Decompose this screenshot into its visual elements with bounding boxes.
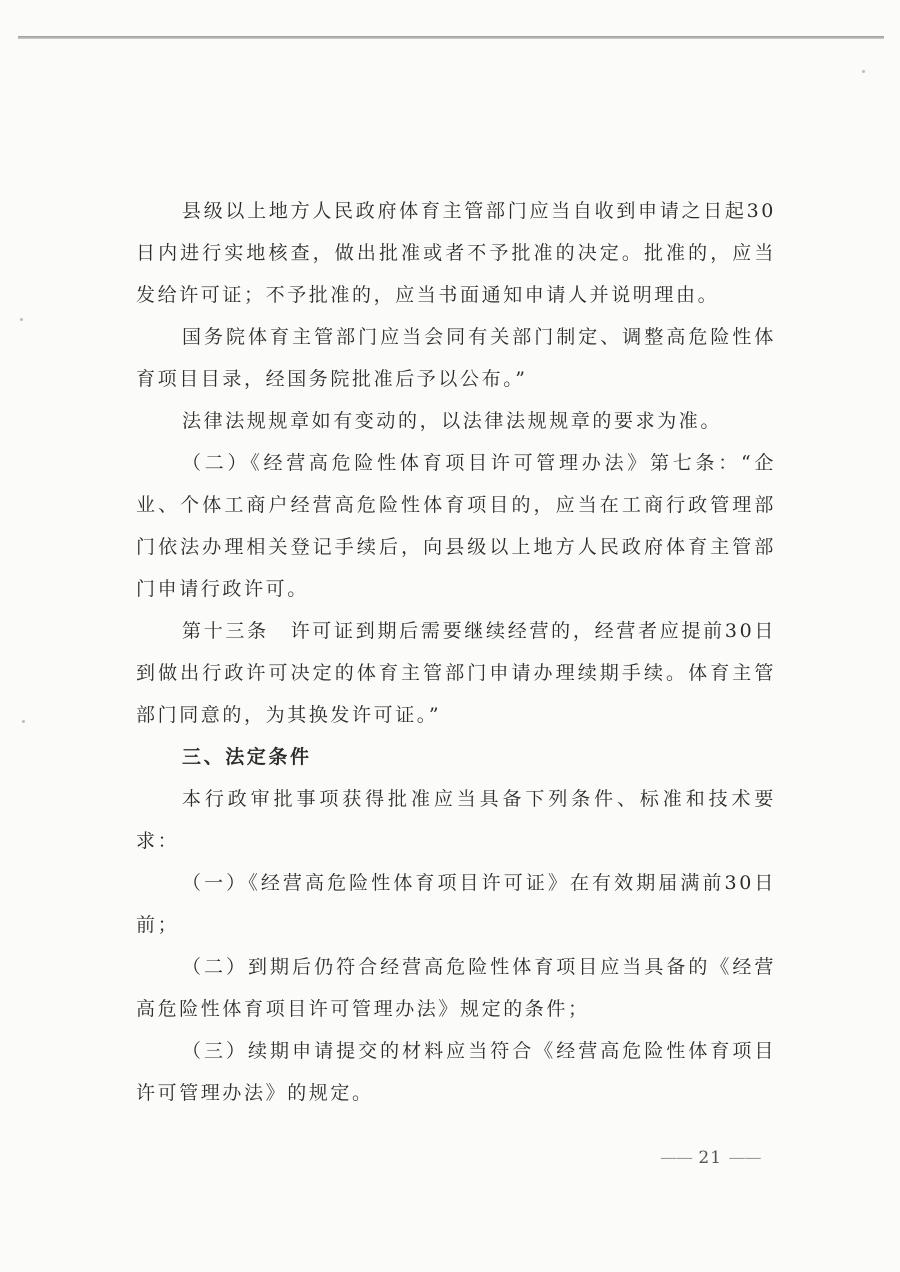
paragraph-2: 国务院体育主管部门应当会同有关部门制定、调整高危险性体育项目目录，经国务院批准后予以公布。” (136, 326, 776, 390)
paragraph-4: （二）《经营高危险性体育项目许可管理办法》第七条：“企业、个体工商户经营高危险性体育项目的，应当在工商行政管理部门依法办理相关登记手续后，向县级以上地方人民政府体育主管部门申请行政许可。 (136, 452, 776, 600)
paragraph-1: 县级以上地方人民政府体育主管部门应当自收到申请之日起30日内进行实地核查，做出批准或者不予批准的决定。批准的，应当发给许可证；不予批准的，应当书面通知申请人并说明理由。 (136, 200, 776, 306)
scan-speck (20, 318, 23, 321)
condition-3: （三）续期申请提交的材料应当符合《经营高危险性体育项目许可管理办法》的规定。 (136, 1040, 776, 1104)
paragraph-5: 第十三条 许可证到期后需要继续经营的，经营者应提前30日到做出行政许可决定的体育主管部门申请办理续期手续。体育主管部门同意的，为其换发许可证。” (136, 620, 776, 726)
condition-1: （一）《经营高危险性体育项目许可证》在有效期届满前30日前； (136, 872, 776, 936)
top-rule (18, 36, 884, 39)
document-body (136, 190, 776, 1114)
page-number-dash-left: —— (660, 1148, 692, 1168)
page-number-dash-right: —— (728, 1148, 761, 1168)
scan-speck (862, 70, 865, 73)
conditions-intro: 本行政审批事项获得批准应当具备下列条件、标准和技术要求： (136, 788, 776, 852)
paragraph-3: 法律法规规章如有变动的，以法律法规规章的要求为准。 (182, 410, 723, 432)
section-heading: 三、法定条件 (182, 746, 312, 768)
condition-2: （二）到期后仍符合经营高危险性体育项目应当具备的《经营高危险性体育项目许可管理办法》规定的条件； (136, 956, 776, 1020)
page-number (660, 1148, 760, 1168)
scan-speck (22, 720, 25, 723)
page-number-value: 21 (698, 1148, 723, 1168)
